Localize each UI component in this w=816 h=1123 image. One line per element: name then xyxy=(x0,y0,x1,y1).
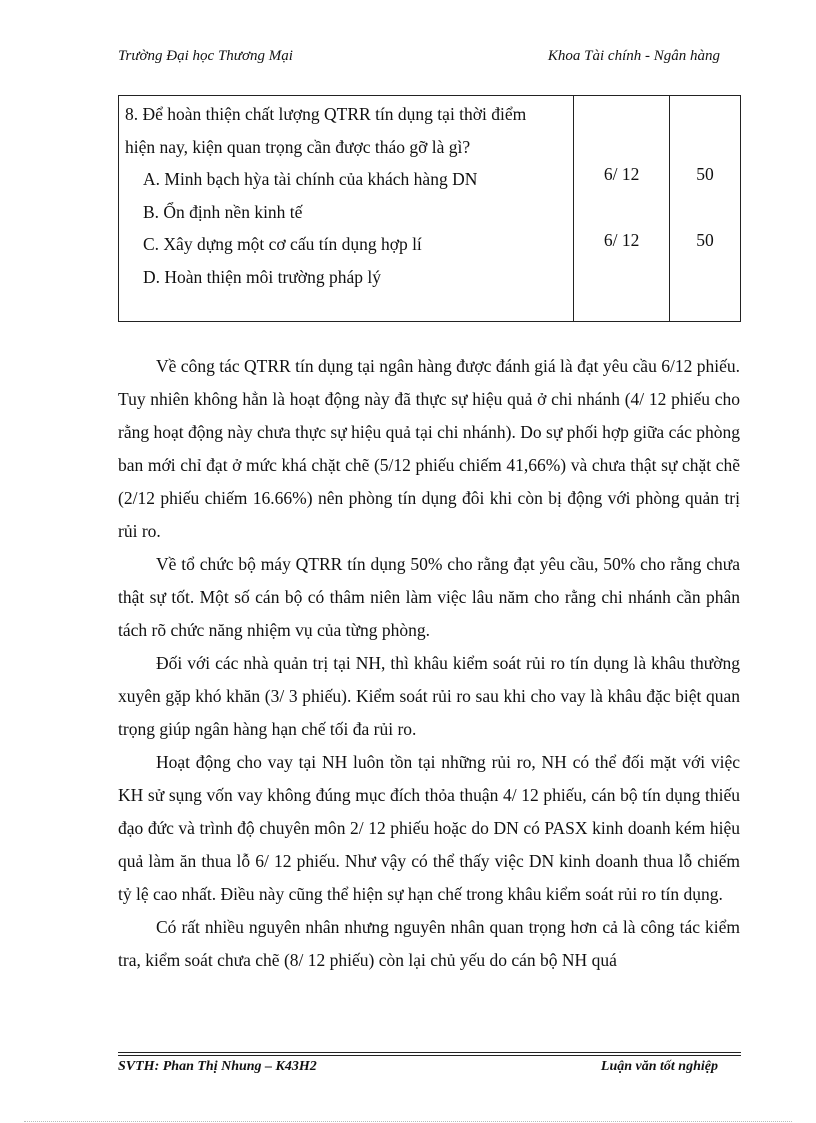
option-a: A. Minh bạch hỳa tài chính của khách hàng DN xyxy=(143,169,478,189)
header-university: Trường Đại học Thương Mại xyxy=(118,48,293,64)
count-cell xyxy=(574,96,670,322)
footer-rule xyxy=(118,1052,741,1053)
body-text xyxy=(118,350,740,977)
question-cell xyxy=(119,96,574,322)
table-row xyxy=(119,96,741,322)
page-edge-divider xyxy=(24,1121,792,1122)
paragraph: Về tổ chức bộ máy QTRR tín dụng 50% cho rằng đạt yêu cầu, 50% cho rằng chưa thật sự tốt. Một số cán bộ có thâm niên làm việc lâu năm cho rằng chi nhánh cần phân tách rõ chức năng nhiệm vụ của từng phòng. xyxy=(118,554,740,640)
paragraph: Có rất nhiều nguyên nhân nhưng nguyên nhân quan trọng hơn cả là công tác kiểm tra, kiểm soát chưa chẽ (8/ 12 phiếu) còn lại chủ yếu do cán bộ NH quá xyxy=(118,917,740,970)
option-d: D. Hoàn thiện môi trường pháp lý xyxy=(143,266,381,287)
count-option-d: 6/ 12 xyxy=(603,230,640,250)
option-c: C. Xây dựng một cơ cấu tín dụng hợp lí xyxy=(143,234,422,254)
footer-rule xyxy=(118,1055,741,1056)
option-b: B. Ổn định nền kinh tế xyxy=(143,201,303,222)
count-option-a: 6/ 12 xyxy=(603,164,640,184)
footer-author: SVTH: Phan Thị Nhung – K43H2 xyxy=(118,1059,317,1074)
question-line-1: 8. Để hoàn thiện chất lượng QTRR tín dụng tại thời điểm xyxy=(125,104,527,124)
percent-option-d: 50 xyxy=(696,230,714,250)
footer-thesis: Luận văn tốt nghiệp xyxy=(600,1059,718,1074)
percent-cell xyxy=(670,96,741,322)
percent-option-a: 50 xyxy=(696,164,714,184)
question-line-2: hiện nay, kiện quan trọng cần được tháo gỡ là gì? xyxy=(125,136,471,157)
paragraph: Về công tác QTRR tín dụng tại ngân hàng được đánh giá là đạt yêu cầu 6/12 phiếu. Tuy nhiên không hẳn là hoạt động này đã thực sự hiệu quả ở chi nhánh (4/ 12 phiếu cho rằng hoạt động này chưa thực sự hiệu quả tại chi nhánh). Do sự phối hợp giữa các phòng ban mới chỉ đạt ở mức khá chặt chẽ (5/12 phiếu chiếm 41,66%) và chưa thật sự chặt chẽ (2/12 phiếu chiếm 16.66%) nên phòng tín dụng đôi khi còn bị động với phòng quản trị rủi ro. xyxy=(118,356,740,541)
paragraph: Hoạt động cho vay tại NH luôn tồn tại những rủi ro, NH có thể đối mặt với việc KH sử sụng vốn vay không đúng mục đích thỏa thuận 4/ 12 phiếu, cán bộ tín dụng thiếu đạo đức và trình độ chuyên môn 2/ 12 phiếu hoặc do DN có PASX kinh doanh kém hiệu quả làm ăn thua lỗ 6/ 12 phiếu. Như vậy có thể thấy việc DN kinh doanh thua lỗ chiếm tỷ lệ cao nhất. Điều này cũng thể hiện sự hạn chế trong khâu kiểm soát rủi ro tín dụng. xyxy=(118,752,740,904)
page-header xyxy=(118,48,720,72)
header-faculty: Khoa Tài chính - Ngân hàng xyxy=(547,48,720,64)
paragraph: Đối với các nhà quản trị tại NH, thì khâu kiểm soát rủi ro tín dụng là khâu thường xuyên gặp khó khăn (3/ 3 phiếu). Kiểm soát rủi ro sau khi cho vay là khâu đặc biệt quan trọng giúp ngân hàng hạn chế tối đa rủi ro. xyxy=(118,653,740,739)
page-footer xyxy=(118,1059,718,1081)
survey-table xyxy=(118,95,741,322)
